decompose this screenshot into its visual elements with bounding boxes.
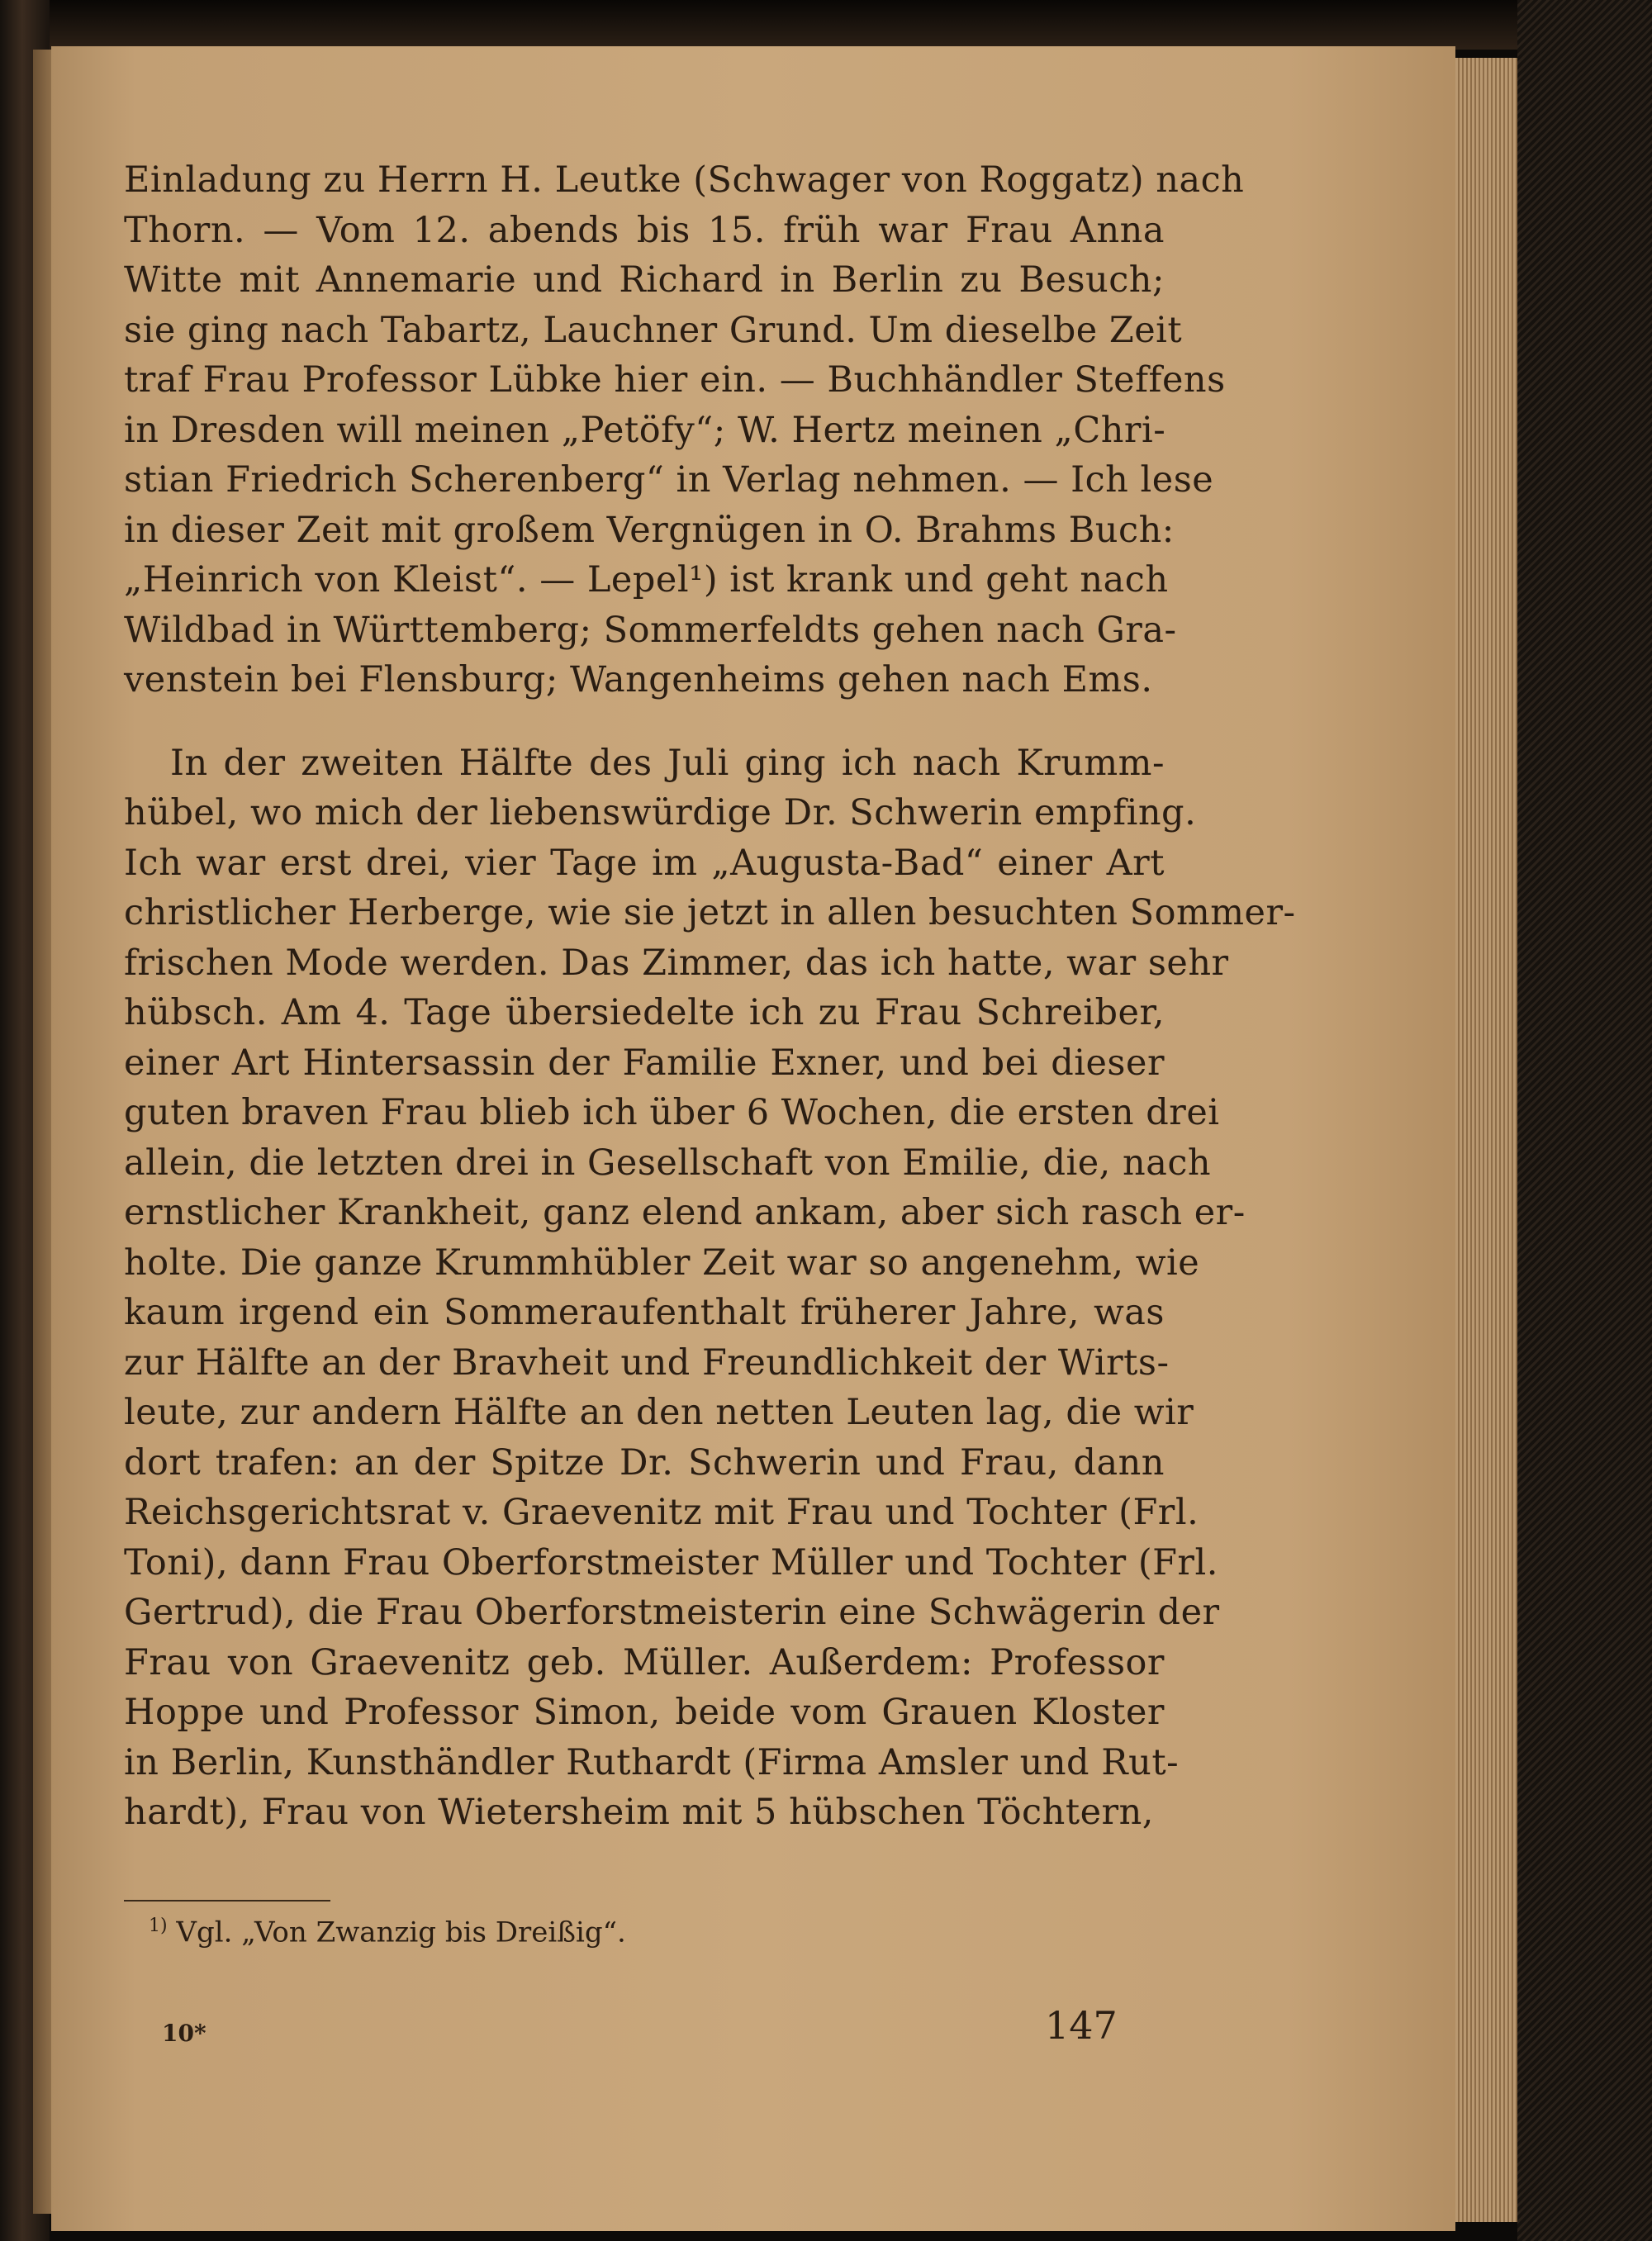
page-number: 147 <box>1045 2003 1118 2048</box>
text-line: stian Friedrich Scherenberg“ in Verlag nehmen. — Ich lese <box>124 459 1214 501</box>
text-line: Gertrud), die Frau Oberforstmeisterin eine Schwägerin der <box>124 1592 1220 1633</box>
footnote <box>149 1910 626 1949</box>
text-line: zur Hälfte an der Bravheit und Freundlichkeit der Wirts- <box>124 1341 1170 1384</box>
footnote-marker: 1) <box>149 1916 168 1936</box>
text-line: allein, die letzten drei in Gesellschaft von Emilie, die, nach <box>124 1142 1212 1184</box>
text-line: „Heinrich von Kleist“. — Lepel¹) ist krank und geht nach <box>124 559 1169 601</box>
text-line: venstein bei Flensburg; Wangenheims gehen nach Ems. <box>124 659 1153 700</box>
text-line: hardt), Frau von Wietersheim mit 5 hübschen Töchtern, <box>124 1792 1154 1833</box>
text-line: Einladung zu Herrn H. Leutke (Schwager von Roggatz) nach <box>124 159 1245 201</box>
paragraph <box>124 738 1296 1838</box>
text-line: ernstlicher Krankheit, ganz elend ankam, aber sich rasch er- <box>124 1192 1246 1233</box>
text-line: in dieser Zeit mit großem Vergnügen in O. Brahms Buch: <box>124 509 1175 551</box>
text-line: holte. Die ganze Krummhübler Zeit war so angenehm, wie <box>124 1242 1200 1284</box>
text-line: in Berlin, Kunsthändler Ruthardt (Firma Amsler und Rut- <box>124 1741 1180 1783</box>
page-body-text <box>124 155 1296 1838</box>
text-line: sie ging nach Tabartz, Lauchner Grund. Um dieselbe Zeit <box>124 309 1183 351</box>
text-line: Thorn. — Vom 12. abends bis 15. früh war Frau Anna <box>124 209 1165 251</box>
footnote-text: Vgl. „Von Zwanzig bis Dreißig“. <box>176 1916 626 1949</box>
text-line: Toni), dann Frau Oberforstmeister Müller und Tochter (Frl. <box>124 1541 1218 1583</box>
text-line: In der zweiten Hälfte des Juli ging ich nach Krumm- <box>170 742 1165 784</box>
book-cover-right <box>1517 0 1652 2241</box>
text-line: einer Art Hintersassin der Familie Exner, und bei dieser <box>124 1042 1165 1084</box>
printer-signature: 10* <box>162 2020 206 2047</box>
page-stack-edge <box>1455 58 1517 2222</box>
text-line: christlicher Herberge, wie sie jetzt in allen besuchten Sommer- <box>124 892 1296 933</box>
text-line: hübsch. Am 4. Tage übersiedelte ich zu Frau Schreiber, <box>124 992 1165 1033</box>
footnote-rule <box>124 1900 330 1902</box>
text-line: traf Frau Professor Lübke hier ein. — Buchhändler Steffens <box>124 359 1226 401</box>
text-line: frischen Mode werden. Das Zimmer, das ich hatte, war sehr <box>124 942 1229 984</box>
text-line: leute, zur andern Hälfte an den netten Leuten lag, die wir <box>124 1392 1194 1433</box>
text-line: kaum irgend ein Sommeraufenthalt früherer Jahre, was <box>124 1292 1165 1333</box>
text-line: Witte mit Annemarie und Richard in Berlin zu Besuch; <box>124 259 1165 301</box>
text-line: Reichsgerichtsrat v. Graevenitz mit Frau und Tochter (Frl. <box>124 1492 1199 1533</box>
text-line: hübel, wo mich der liebenswürdige Dr. Schwerin empfing. <box>124 792 1197 833</box>
text-line: dort trafen: an der Spitze Dr. Schwerin und Frau, dann <box>124 1441 1165 1484</box>
top-shadow <box>0 0 1652 50</box>
paragraph <box>124 155 1245 705</box>
text-line: Wildbad in Württemberg; Sommerfeldts gehen nach Gra- <box>124 609 1177 651</box>
text-line: in Dresden will meinen „Petöfy“; W. Hertz meinen „Chri- <box>124 409 1166 451</box>
text-line: Ich war erst drei, vier Tage im „Augusta-Bad“ einer Art <box>124 842 1165 884</box>
text-line: guten braven Frau blieb ich über 6 Wochen, die ersten drei <box>124 1092 1220 1133</box>
text-line: Frau von Graevenitz geb. Müller. Außerdem: Professor <box>124 1641 1165 1683</box>
text-line: Hoppe und Professor Simon, beide vom Grauen Kloster <box>124 1692 1165 1733</box>
